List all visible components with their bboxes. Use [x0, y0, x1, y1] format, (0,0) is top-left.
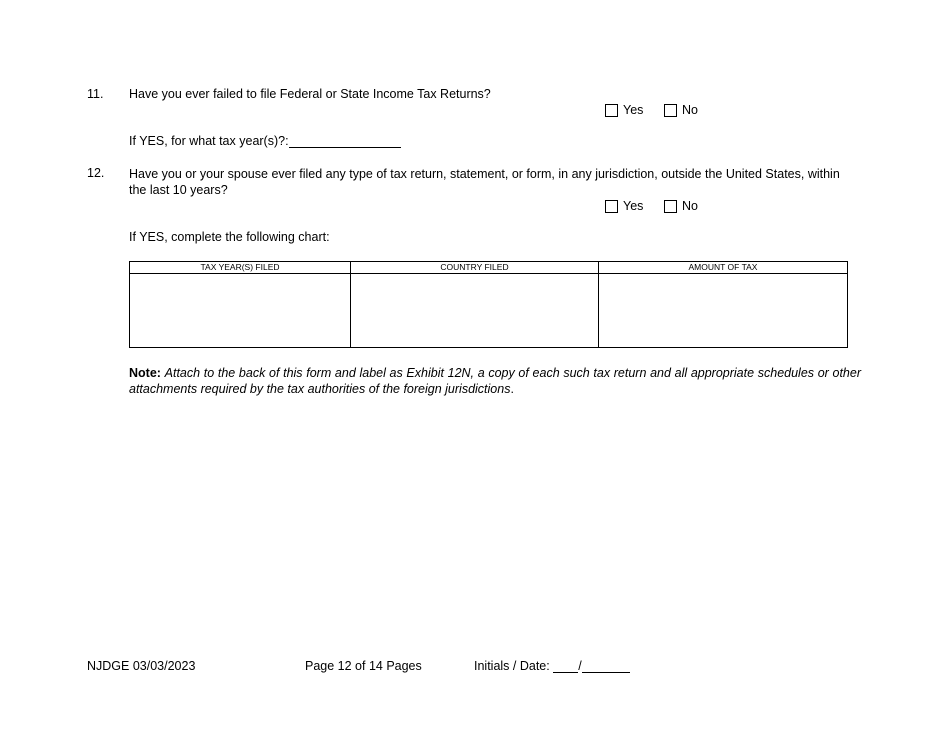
note-text: Attach to the back of this form and label as Exhibit 12N, a copy of each such tax return and all appropriate schedules or other attachments required by the tax authorities of the foreign jurisdictions: [129, 366, 861, 396]
question-11-yes-checkbox[interactable]: [605, 104, 618, 117]
country-cell[interactable]: [351, 274, 599, 348]
chart-header-country: COUNTRY FILED: [351, 262, 599, 274]
tax-year-cell[interactable]: [130, 274, 351, 348]
chart-header-amount: AMOUNT OF TAX: [599, 262, 848, 274]
initials-field[interactable]: [553, 659, 578, 673]
question-12-yes-option[interactable]: [605, 199, 643, 213]
date-field[interactable]: [582, 659, 630, 673]
chart-header-row: [130, 262, 848, 274]
chart-row: [130, 274, 848, 348]
question-12-yes-label: Yes: [623, 199, 644, 213]
question-12-no-option[interactable]: [664, 199, 698, 213]
tax-years-field[interactable]: [289, 134, 401, 148]
note-end: .: [510, 382, 514, 396]
question-11-yes-option[interactable]: [605, 103, 643, 117]
question-11-yes-label: Yes: [623, 103, 644, 117]
question-11-no-checkbox[interactable]: [664, 104, 677, 117]
chart-header-tax-year: TAX YEAR(S) FILED: [130, 262, 351, 274]
note-label: Note:: [129, 366, 161, 380]
question-11-text: Have you ever failed to file Federal or State Income Tax Returns?: [129, 87, 491, 101]
initials-label: Initials / Date:: [474, 659, 550, 673]
question-11-no-label: No: [682, 103, 698, 117]
form-id: NJDGE 03/03/2023: [87, 659, 196, 673]
question-12-number: 12.: [87, 166, 105, 180]
foreign-tax-chart: [129, 261, 848, 348]
note: [129, 365, 861, 397]
question-11-followup-label: If YES, for what tax year(s)?:: [129, 134, 289, 148]
question-11-followup: [129, 134, 401, 148]
question-12-no-label: No: [682, 199, 698, 213]
question-12-followup-label: If YES, complete the following chart:: [129, 230, 330, 244]
initials-separator: /: [578, 659, 582, 673]
initials-date: [474, 659, 630, 673]
amount-cell[interactable]: [599, 274, 848, 348]
question-12-yes-checkbox[interactable]: [605, 200, 618, 213]
question-11-no-option[interactable]: [664, 103, 698, 117]
page-number: Page 12 of 14 Pages: [305, 659, 422, 673]
question-12-no-checkbox[interactable]: [664, 200, 677, 213]
question-11-number: 11.: [87, 87, 104, 101]
question-12-text: Have you or your spouse ever filed any type of tax return, statement, or form, in any jurisdiction, outside the United States, within the last 10 years?: [129, 167, 840, 197]
